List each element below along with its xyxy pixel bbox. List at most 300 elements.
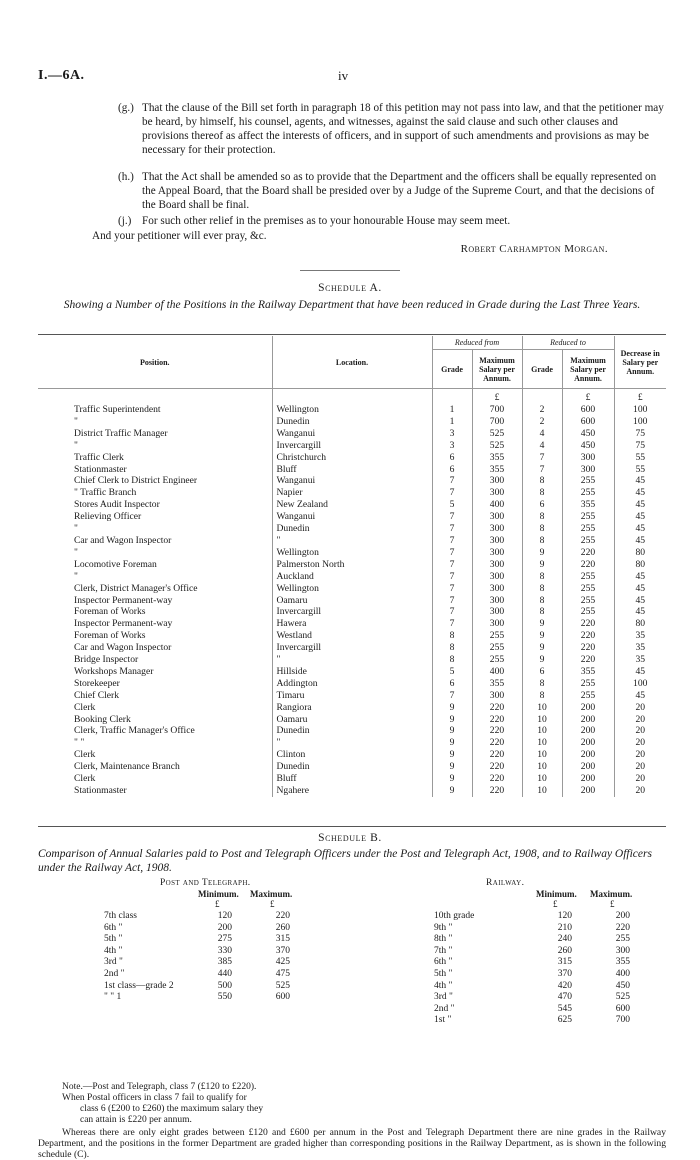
location-cell: Rangiora (272, 702, 432, 714)
position-cell: Booking Clerk (74, 713, 131, 725)
location-cell: Oamaru (272, 714, 432, 726)
col-salary-from-header: Maximum Salary per Annum. (472, 350, 522, 389)
note-line-2: When Postal officers in class 7 fail to qualify for (62, 1093, 247, 1103)
salary-from-cell: 300 (472, 487, 522, 499)
railway-min-cell: 470 (557, 992, 572, 1003)
salary-to-cell: 200 (562, 761, 614, 773)
decrease-cell: 20 (614, 773, 666, 785)
decrease-cell: 100 (614, 404, 666, 416)
salary-to-cell: 200 (562, 749, 614, 761)
grade-from-cell: 7 (432, 690, 472, 702)
location-cell: Westland (272, 630, 432, 642)
table-row (38, 714, 666, 726)
railway-cls-cell: 10th grade (434, 911, 475, 921)
post-min-cell: 385 (217, 957, 232, 968)
location-cell: Dunedin (272, 416, 432, 428)
position-cell: Chief Clerk to District Engineer (74, 475, 198, 487)
clause-g-label: (g.) (118, 102, 134, 114)
decrease-cell: 20 (614, 737, 666, 749)
grade-from-cell: 8 (432, 642, 472, 654)
salary-from-cell: 220 (472, 702, 522, 714)
series-code: I.—6A. (38, 68, 85, 83)
salary-to-cell: 255 (562, 487, 614, 499)
table-row (38, 702, 666, 714)
position-cell: Clerk (74, 773, 96, 785)
salary-to-cell: 255 (562, 606, 614, 618)
decrease-cell: 80 (614, 618, 666, 630)
salary-to-cell: 450 (562, 440, 614, 452)
location-cell: Oamaru (272, 595, 432, 607)
post-telegraph-heading: Post and Telegraph. (160, 878, 251, 888)
grade-to-cell: 10 (522, 749, 562, 761)
railway-max-cell: 255 (615, 934, 630, 945)
railway-max-cell: 220 (615, 922, 630, 933)
decrease-cell: 100 (614, 416, 666, 428)
railway-max-header: Maximum. (590, 889, 633, 899)
location-cell: " (272, 535, 432, 547)
schedule-b-title: Schedule B. (318, 832, 382, 844)
table-row (38, 725, 666, 737)
table-row (38, 511, 666, 523)
table-row (38, 464, 666, 476)
table-row (38, 773, 666, 785)
decrease-cell: 20 (614, 785, 666, 797)
railway-max-cell: 200 (615, 911, 630, 921)
location-cell: Wanganui (272, 475, 432, 487)
railway-min-cell: 240 (557, 934, 572, 945)
location-cell: Christchurch (272, 452, 432, 464)
table-row (38, 595, 666, 607)
decrease-cell: 20 (614, 749, 666, 761)
col-decrease-header: Decrease in Salary per Annum. (614, 336, 666, 389)
grade-from-cell: 7 (432, 559, 472, 571)
grade-from-cell: 7 (432, 487, 472, 499)
grade-to-cell: 7 (522, 464, 562, 476)
salary-to-cell: 300 (562, 452, 614, 464)
grade-from-cell: 7 (432, 618, 472, 630)
salary-from-cell: 300 (472, 523, 522, 535)
position-cell: Stationmaster (74, 463, 127, 475)
post-cls-cell: 3rd " (104, 957, 123, 968)
post-max-currency: £ (270, 899, 275, 909)
grade-from-cell: 7 (432, 523, 472, 535)
position-cell: Bridge Inspector (74, 654, 139, 666)
salary-from-cell: 300 (472, 595, 522, 607)
salary-to-cell: 220 (562, 642, 614, 654)
position-cell: Storekeeper (74, 677, 120, 689)
note-line-3: class 6 (£200 to £260) the maximum salary they (80, 1104, 264, 1114)
post-max-header: Maximum. (250, 889, 293, 899)
salary-to-cell: 200 (562, 725, 614, 737)
salary-to-cell: 200 (562, 773, 614, 785)
decrease-cell: 45 (614, 535, 666, 547)
table-row (38, 785, 666, 797)
grade-from-cell: 8 (432, 654, 472, 666)
col-position-header: Position. (38, 336, 272, 389)
grade-from-cell: 7 (432, 595, 472, 607)
railway-max-cell: 450 (615, 980, 630, 991)
salary-to-cell: 220 (562, 559, 614, 571)
salary-to-cell: 200 (562, 785, 614, 797)
salary-from-cell: 255 (472, 654, 522, 666)
decrease-cell: 35 (614, 654, 666, 666)
salary-from-cell: 220 (472, 737, 522, 749)
decrease-cell: 75 (614, 440, 666, 452)
position-cell: Car and Wagon Inspector (74, 534, 172, 546)
salary-from-cell: 300 (472, 618, 522, 630)
decrease-cell: 20 (614, 725, 666, 737)
post-cls-cell: 6th " (104, 922, 123, 933)
post-max-cell: 220 (275, 911, 290, 921)
position-cell: Foreman of Works (74, 630, 146, 642)
salary-from-cell: 300 (472, 606, 522, 618)
schedule-a-bottom-rule (38, 826, 666, 827)
grade-to-cell: 9 (522, 630, 562, 642)
location-cell: Bluff (272, 464, 432, 476)
table-row (38, 487, 666, 499)
table-row (38, 761, 666, 773)
table-row (38, 404, 666, 416)
decrease-cell: 45 (614, 666, 666, 678)
salary-to-cell: 355 (562, 666, 614, 678)
railway-min-cell: 545 (557, 1003, 572, 1014)
decrease-cell: 35 (614, 642, 666, 654)
grade-from-cell: 1 (432, 416, 472, 428)
salary-from-cell: 220 (472, 761, 522, 773)
decrease-cell: 100 (614, 678, 666, 690)
railway-max-cell: 700 (615, 1015, 630, 1026)
grade-from-cell: 6 (432, 678, 472, 690)
position-cell: Clerk (74, 749, 96, 761)
railway-heading: Railway. (486, 878, 525, 888)
decrease-cell: 20 (614, 714, 666, 726)
position-cell: Clerk, District Manager's Office (74, 582, 198, 594)
decrease-cell: 55 (614, 452, 666, 464)
position-cell: " Traffic Branch (74, 487, 137, 499)
railway-min-currency: £ (553, 899, 558, 909)
position-cell: Inspector Permanent-way (74, 618, 173, 630)
schedule-a-top-rule (38, 334, 666, 335)
grade-from-cell: 7 (432, 571, 472, 583)
railway-max-cell: 355 (615, 957, 630, 968)
grade-from-cell: 9 (432, 785, 472, 797)
grade-from-cell: 9 (432, 702, 472, 714)
grade-from-cell: 9 (432, 737, 472, 749)
salary-from-cell: 300 (472, 571, 522, 583)
grade-from-cell: 6 (432, 464, 472, 476)
railway-min-cell: 625 (557, 1015, 572, 1026)
railway-max-currency: £ (610, 899, 615, 909)
decrease-cell: 45 (614, 690, 666, 702)
table-row (38, 666, 666, 678)
post-min-cell: 440 (217, 969, 232, 979)
salary-from-cell: 700 (472, 404, 522, 416)
post-min-cell: 550 (217, 992, 232, 1003)
grade-to-cell: 9 (522, 547, 562, 559)
grade-from-cell: 3 (432, 440, 472, 452)
grade-from-cell: 7 (432, 583, 472, 595)
post-cls-cell: 7th class (104, 911, 137, 921)
position-cell: Car and Wagon Inspector (74, 642, 172, 654)
location-cell: Wanganui (272, 428, 432, 440)
grade-to-cell: 10 (522, 785, 562, 797)
salary-from-cell: 300 (472, 583, 522, 595)
salary-from-cell: 255 (472, 630, 522, 642)
salary-from-cell: 300 (472, 475, 522, 487)
note-line-4: can attain is £220 per annum. (80, 1115, 192, 1125)
grade-to-cell: 4 (522, 440, 562, 452)
salary-to-cell: 255 (562, 571, 614, 583)
location-cell: Timaru (272, 690, 432, 702)
salary-from-cell: 355 (472, 452, 522, 464)
salary-from-cell: 700 (472, 416, 522, 428)
decrease-cell: 20 (614, 761, 666, 773)
location-cell: Dunedin (272, 761, 432, 773)
grade-from-cell: 6 (432, 452, 472, 464)
salary-to-cell: 200 (562, 714, 614, 726)
grade-from-cell: 3 (432, 428, 472, 440)
location-cell: Napier (272, 487, 432, 499)
position-cell: Workshops Manager (74, 665, 154, 677)
grade-to-cell: 10 (522, 702, 562, 714)
grade-to-cell: 2 (522, 404, 562, 416)
railway-max-cell: 300 (615, 945, 630, 956)
col-grade-to-header: Grade (522, 350, 562, 389)
decrease-cell: 45 (614, 475, 666, 487)
position-cell: " " (74, 737, 85, 749)
table-row (38, 535, 666, 547)
railway-min-cell: 420 (557, 980, 572, 991)
post-min-cell: 120 (217, 911, 232, 921)
grade-to-cell: 8 (522, 523, 562, 535)
railway-cls-cell: 2nd " (434, 1003, 455, 1014)
location-cell: New Zealand (272, 499, 432, 511)
railway-min-cell: 260 (557, 945, 572, 956)
railway-max-cell: 400 (615, 969, 630, 979)
grade-to-cell: 8 (522, 595, 562, 607)
grade-to-cell: 9 (522, 618, 562, 630)
post-cls-cell: 5th " (104, 934, 123, 945)
closing-paragraph: Whereas there are only eight grades between £120 and £600 per annum in the Post and Telegraph Department there are nine grades in the Railway Department, and the positions in the former Department are graded higher than corresponding positions in the Railway Department, as is shown in the following schedule (C). (38, 1127, 666, 1160)
grade-to-cell: 8 (522, 535, 562, 547)
page-number: iv (338, 68, 349, 83)
currency-symbol: £ (472, 389, 522, 405)
salary-from-cell: 300 (472, 547, 522, 559)
position-cell: Clerk, Traffic Manager's Office (74, 725, 195, 737)
salary-from-cell: 255 (472, 642, 522, 654)
salary-to-cell: 355 (562, 499, 614, 511)
salary-from-cell: 300 (472, 511, 522, 523)
post-min-cell: 500 (217, 980, 232, 991)
schedule-a-title: Schedule A. (318, 282, 382, 294)
salary-from-cell: 220 (472, 749, 522, 761)
railway-min-cell: 370 (557, 969, 572, 979)
clause-j (118, 214, 666, 228)
position-cell: " (74, 439, 78, 451)
grade-to-cell: 9 (522, 559, 562, 571)
location-cell: Hillside (272, 666, 432, 678)
location-cell: Addington (272, 678, 432, 690)
table-row (38, 416, 666, 428)
position-cell: " (74, 523, 78, 535)
grade-to-cell: 8 (522, 487, 562, 499)
schedule-a-subtitle: Showing a Number of the Positions in the Railway Department that have been reduced in Grade during the Last Three Years. (63, 299, 641, 311)
position-cell: District Traffic Manager (74, 427, 168, 439)
table-row (38, 606, 666, 618)
note-line-1: Note.—Post and Telegraph, class 7 (£120 to £220). (62, 1082, 257, 1092)
grade-from-cell: 9 (432, 725, 472, 737)
salary-from-cell: 220 (472, 725, 522, 737)
location-cell: Auckland (272, 571, 432, 583)
salary-to-cell: 220 (562, 547, 614, 559)
position-cell: Traffic Clerk (74, 451, 124, 463)
post-max-cell: 600 (275, 992, 290, 1003)
decrease-cell: 20 (614, 702, 666, 714)
salary-from-cell: 400 (472, 499, 522, 511)
position-cell: Locomotive Foreman (74, 558, 157, 570)
location-cell: Wellington (272, 404, 432, 416)
post-cls-cell: 2nd " (104, 969, 125, 979)
railway-cls-cell: 4th " (434, 980, 453, 991)
railway-min-header: Minimum. (536, 889, 577, 899)
post-max-cell: 370 (275, 945, 290, 956)
grade-to-cell: 8 (522, 511, 562, 523)
grade-to-cell: 8 (522, 690, 562, 702)
post-min-cell: 275 (217, 934, 232, 945)
post-min-header: Minimum. (198, 889, 239, 899)
salary-to-cell: 200 (562, 702, 614, 714)
currency-symbol: £ (614, 389, 666, 405)
table-row (38, 618, 666, 630)
grade-from-cell: 7 (432, 511, 472, 523)
railway-cls-cell: 5th " (434, 969, 453, 979)
schedule-b-subtitle: Comparison of Annual Salaries paid to Post and Telegraph Officers under the Post and Telegraph Act, 1908, and to Railway Officers under the Railway Act, 1908. (38, 848, 652, 874)
grade-to-cell: 10 (522, 737, 562, 749)
location-cell: Wellington (272, 583, 432, 595)
post-cls-cell: 1st class—grade 2 (104, 980, 174, 991)
location-cell: " (272, 737, 432, 749)
grade-to-cell: 9 (522, 654, 562, 666)
salary-to-cell: 450 (562, 428, 614, 440)
decrease-cell: 45 (614, 595, 666, 607)
petitioner-signature: Robert Carhampton Morgan. (460, 243, 608, 255)
table-row (38, 630, 666, 642)
location-cell: Invercargill (272, 440, 432, 452)
col-grade-from-header: Grade (432, 350, 472, 389)
grade-from-cell: 9 (432, 773, 472, 785)
railway-max-cell: 600 (615, 1003, 630, 1014)
table-row (38, 583, 666, 595)
grade-to-cell: 8 (522, 475, 562, 487)
decrease-cell: 45 (614, 583, 666, 595)
post-cls-cell: 4th " (104, 945, 123, 956)
railway-min-cell: 120 (557, 911, 572, 921)
grade-to-cell: 8 (522, 606, 562, 618)
table-row (38, 559, 666, 571)
grade-to-cell: 8 (522, 678, 562, 690)
railway-min-cell: 315 (557, 957, 572, 968)
salary-to-cell: 300 (562, 464, 614, 476)
table-row (38, 642, 666, 654)
location-cell: Hawera (272, 618, 432, 630)
salary-to-cell: 220 (562, 654, 614, 666)
grade-from-cell: 7 (432, 547, 472, 559)
table-row (38, 499, 666, 511)
decrease-cell: 45 (614, 523, 666, 535)
salary-from-cell: 525 (472, 428, 522, 440)
salary-from-cell: 220 (472, 773, 522, 785)
salary-from-cell: 525 (472, 440, 522, 452)
position-cell: Traffic Superintendent (74, 404, 161, 415)
post-max-cell: 260 (275, 922, 290, 933)
clause-j-text: For such other relief in the premises as to your honourable House may seem meet. (142, 215, 511, 227)
col-reduced-to-header: Reduced to (522, 336, 614, 350)
grade-from-cell: 5 (432, 499, 472, 511)
salary-to-cell: 255 (562, 523, 614, 535)
clause-g (118, 101, 666, 157)
railway-cls-cell: 3rd " (434, 992, 453, 1003)
salary-to-cell: 255 (562, 511, 614, 523)
position-cell: " (74, 546, 78, 558)
grade-to-cell: 10 (522, 725, 562, 737)
salary-from-cell: 220 (472, 785, 522, 797)
decrease-cell: 35 (614, 630, 666, 642)
location-cell: Invercargill (272, 642, 432, 654)
railway-cls-cell: 9th " (434, 922, 453, 933)
grade-from-cell: 7 (432, 535, 472, 547)
grade-to-cell: 10 (522, 761, 562, 773)
salary-from-cell: 300 (472, 559, 522, 571)
table-row (38, 737, 666, 749)
position-cell: Relieving Officer (74, 511, 142, 523)
railway-max-cell: 525 (615, 992, 630, 1003)
table-row (38, 690, 666, 702)
grade-to-cell: 4 (522, 428, 562, 440)
salary-to-cell: 600 (562, 404, 614, 416)
railway-cls-cell: 1st " (434, 1015, 452, 1026)
grade-to-cell: 7 (522, 452, 562, 464)
salary-to-cell: 255 (562, 595, 614, 607)
location-cell: Invercargill (272, 606, 432, 618)
location-cell: Bluff (272, 773, 432, 785)
grade-to-cell: 2 (522, 416, 562, 428)
post-max-cell: 475 (275, 969, 290, 979)
col-location-header: Location. (272, 336, 432, 389)
salary-to-cell: 220 (562, 618, 614, 630)
salary-to-cell: 255 (562, 690, 614, 702)
grade-from-cell: 9 (432, 714, 472, 726)
position-cell: Clerk (74, 701, 96, 713)
table-row (38, 571, 666, 583)
salary-to-cell: 600 (562, 416, 614, 428)
grade-to-cell: 9 (522, 642, 562, 654)
table-row (38, 547, 666, 559)
position-cell: Inspector Permanent-way (74, 594, 173, 606)
post-cls-cell: " " 1 (104, 992, 122, 1003)
grade-from-cell: 9 (432, 749, 472, 761)
table-row (38, 452, 666, 464)
col-salary-to-header: Maximum Salary per Annum. (562, 350, 614, 389)
post-max-cell: 525 (275, 980, 290, 991)
location-cell: Clinton (272, 749, 432, 761)
location-cell: " (272, 654, 432, 666)
clause-h (118, 170, 666, 212)
railway-cls-cell: 6th " (434, 957, 453, 968)
grade-from-cell: 5 (432, 666, 472, 678)
grade-from-cell: 8 (432, 630, 472, 642)
grade-from-cell: 7 (432, 606, 472, 618)
grade-to-cell: 10 (522, 714, 562, 726)
